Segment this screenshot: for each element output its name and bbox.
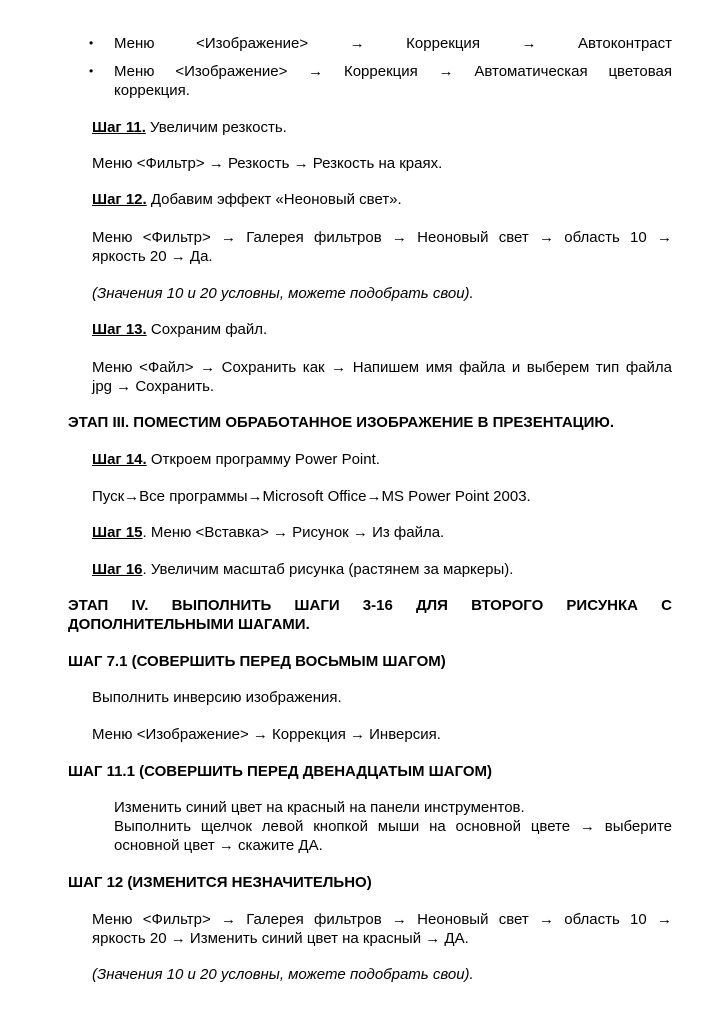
step-15-label: Шаг 15	[92, 524, 143, 541]
step-12-heading	[92, 190, 672, 209]
bullet-autocontrast: Меню <Изображение> → Коррекция → Автоконтраст	[114, 35, 672, 52]
step-13-title: Сохраним файл.	[146, 321, 268, 338]
step-11-1-line1: Изменить синий цвет на красный на панели инструментов.	[114, 799, 525, 816]
stage-4-heading-line2: ДОПОЛНИТЕЛЬНЫМИ ШАГАМИ.	[68, 616, 310, 633]
step-12-note: (Значения 10 и 20 условны, можете подобрать свои).	[92, 285, 474, 302]
step-16-title: . Увеличим масштаб рисунка (растянем за маркеры).	[142, 561, 514, 578]
step-14-path: Пуск→Все программы→Microsoft Office→MS Power Point 2003.	[92, 488, 531, 505]
step-11-heading	[92, 118, 672, 137]
step-11-label: Шаг 11.	[92, 119, 146, 136]
step-11-1-line3: основной цвет → скажите ДА.	[114, 837, 323, 854]
step-13-menu-line1: Меню <Файл> → Сохранить как → Напишем имя файла и выберем тип файла	[92, 359, 672, 376]
bullet-marker: •	[89, 36, 94, 50]
step-7-1-heading: ШАГ 7.1 (СОВЕРШИТЬ ПЕРЕД ВОСЬМЫМ ШАГОМ)	[68, 653, 446, 670]
step-12-title: Добавим эффект «Неоновый свет».	[146, 191, 402, 208]
step-14-title: Откроем программу Power Point.	[146, 451, 380, 468]
step-11-title: Увеличим резкость.	[145, 119, 287, 136]
step-7-1-menu: Меню <Изображение> → Коррекция → Инверсия.	[92, 726, 441, 743]
step-13-menu-line2: jpg → Сохранить.	[92, 378, 215, 395]
step-16-label: Шаг 16	[92, 561, 143, 578]
step-14-label: Шаг 14.	[92, 451, 147, 468]
bullet-auto-color-line1: Меню <Изображение> → Коррекция → Автоматическая цветовая	[114, 63, 672, 80]
step-13-heading	[92, 320, 672, 339]
step-14-heading	[92, 450, 672, 469]
step-15-title: . Меню <Вставка> → Рисунок → Из файла.	[142, 524, 445, 541]
step-15-heading	[92, 523, 672, 542]
step-11-menu: Меню <Фильтр> → Резкость → Резкость на краях.	[92, 155, 443, 172]
step-13-label: Шаг 13.	[92, 321, 147, 338]
stage-3-heading: ЭТАП III. ПОМЕСТИМ ОБРАБОТАННОЕ ИЗОБРАЖЕНИЕ В ПРЕЗЕНТАЦИЮ.	[68, 414, 615, 431]
step-12b-menu-line1: Меню <Фильтр> → Галерея фильтров → Неоновый свет → область 10 →	[92, 911, 672, 928]
step-12-label: Шаг 12.	[92, 191, 147, 208]
step-7-1-text: Выполнить инверсию изображения.	[92, 689, 342, 706]
step-12b-note: (Значения 10 и 20 условны, можете подобрать свои).	[92, 966, 474, 983]
step-12-menu-line2: яркость 20 → Да.	[92, 248, 213, 265]
step-16-heading	[92, 560, 672, 579]
bullet-marker: •	[89, 64, 94, 78]
step-11-1-line2: Выполнить щелчок левой кнопкой мыши на основной цвете → выберите	[114, 818, 672, 835]
bullet-auto-color-line2: коррекция.	[114, 82, 190, 99]
step-12b-menu-line2: яркость 20 → Изменить синий цвет на красный → ДА.	[92, 930, 469, 947]
step-12b-heading: ШАГ 12 (ИЗМЕНИТСЯ НЕЗНАЧИТЕЛЬНО)	[68, 874, 372, 891]
step-12-menu-line1: Меню <Фильтр> → Галерея фильтров → Неоновый свет → область 10 →	[92, 229, 672, 246]
stage-4-heading-line1: ЭТАП IV. ВЫПОЛНИТЬ ШАГИ 3-16 ДЛЯ ВТОРОГО РИСУНКА С	[68, 597, 672, 614]
step-11-1-heading: ШАГ 11.1 (СОВЕРШИТЬ ПЕРЕД ДВЕНАДЦАТЫМ ШАГОМ)	[68, 763, 493, 780]
